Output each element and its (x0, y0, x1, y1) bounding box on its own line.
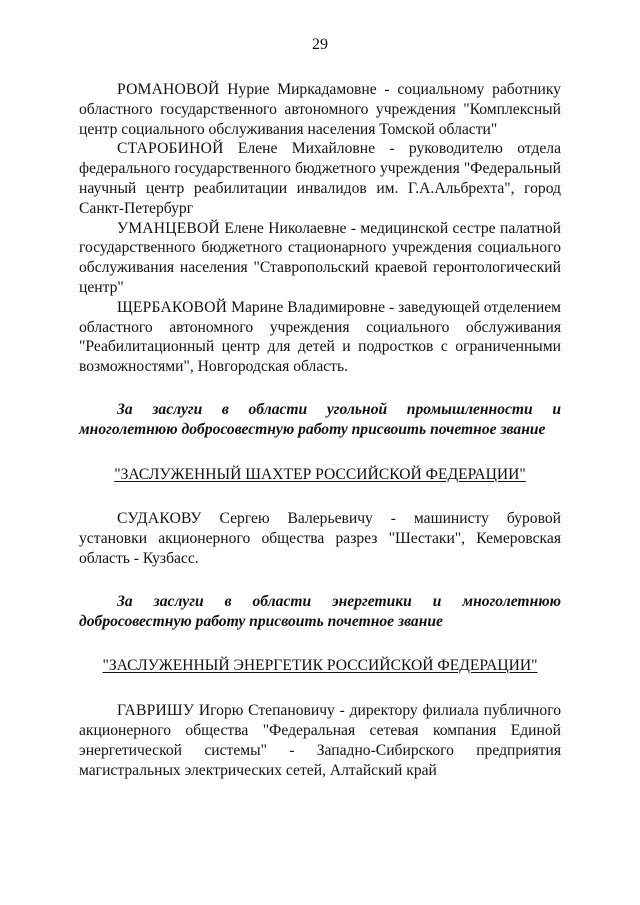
awardee-surname: ГАВРИШУ (117, 702, 195, 720)
page-body (79, 80, 561, 780)
awardee-details: Игорю Степановичу - директору филиала публичного акционерного общества "Федеральная сетевая компания Единой энергетической системы" - Западно-Сибирского предприятия магистральных электрических сетей, Алтайский край (79, 702, 562, 779)
awardee-surname: РОМАНОВОЙ (117, 81, 220, 98)
award-entry (79, 298, 561, 377)
award-entry (79, 701, 561, 780)
decree-coal: За заслуги в области угольной промышленности и многолетнюю добросовестную работу присвоить почетное звание (79, 400, 561, 438)
honorary-title-energy (79, 656, 561, 676)
honorary-title-coal-text: "ЗАСЛУЖЕННЫЙ ШАХТЕР РОССИЙСКОЙ ФЕДЕРАЦИИ" (114, 465, 526, 483)
awardee-surname: СТАРОБИНОЙ (117, 140, 224, 158)
award-entry (79, 139, 561, 218)
award-entry (79, 219, 561, 298)
awardee-details: Нурие Миркадамовне - социальному работнику областного государственного автономного учреждения "Комплексный центр социального обслуживания населения Томской области" (79, 81, 561, 138)
awardee-details: Сергею Валерьевичу - машинисту буровой установки акционерного общества разрез "Шестаки", Кемеровская область - Кузбасс. (79, 510, 561, 567)
awardee-surname: ЩЕРБАКОВОЙ (117, 298, 228, 316)
honorary-title-energy-text: "ЗАСЛУЖЕННЫЙ ЭНЕРГЕТИК РОССИЙСКОЙ ФЕДЕРАЦИИ" (102, 657, 538, 675)
award-entry (79, 509, 561, 568)
awardee-details: Елене Николаевне - медицинской сестре палатной государственного бюджетного стационарного учреждения социального обслуживания населения "Ставропольский краевой геронтологический центр" (79, 219, 561, 296)
awardee-details: Марине Владимировне - заведующей отделением областного автономного учреждения социального обслуживания "Реабилитационный центр для детей и подростков с ограниченными возможностями", Новгородская область. (79, 298, 561, 376)
awardee-details: Елене Михайловне - руководителю отдела федерального государственного бюджетного учреждения "Федеральный научный центр реабилитации инвалидов им. Г.А.Альбрехта", город Санкт-Петербург (79, 140, 561, 217)
awardee-surname: СУДАКОВУ (117, 510, 202, 528)
decree-energy: За заслуги в области энергетики и многолетнюю добросовестную работу присвоить почетное звание (79, 592, 561, 630)
awardee-surname: УМАНЦЕВОЙ (117, 219, 220, 237)
page-number: 29 (312, 36, 328, 53)
award-entry (79, 80, 561, 139)
honorary-title-coal (79, 465, 561, 485)
